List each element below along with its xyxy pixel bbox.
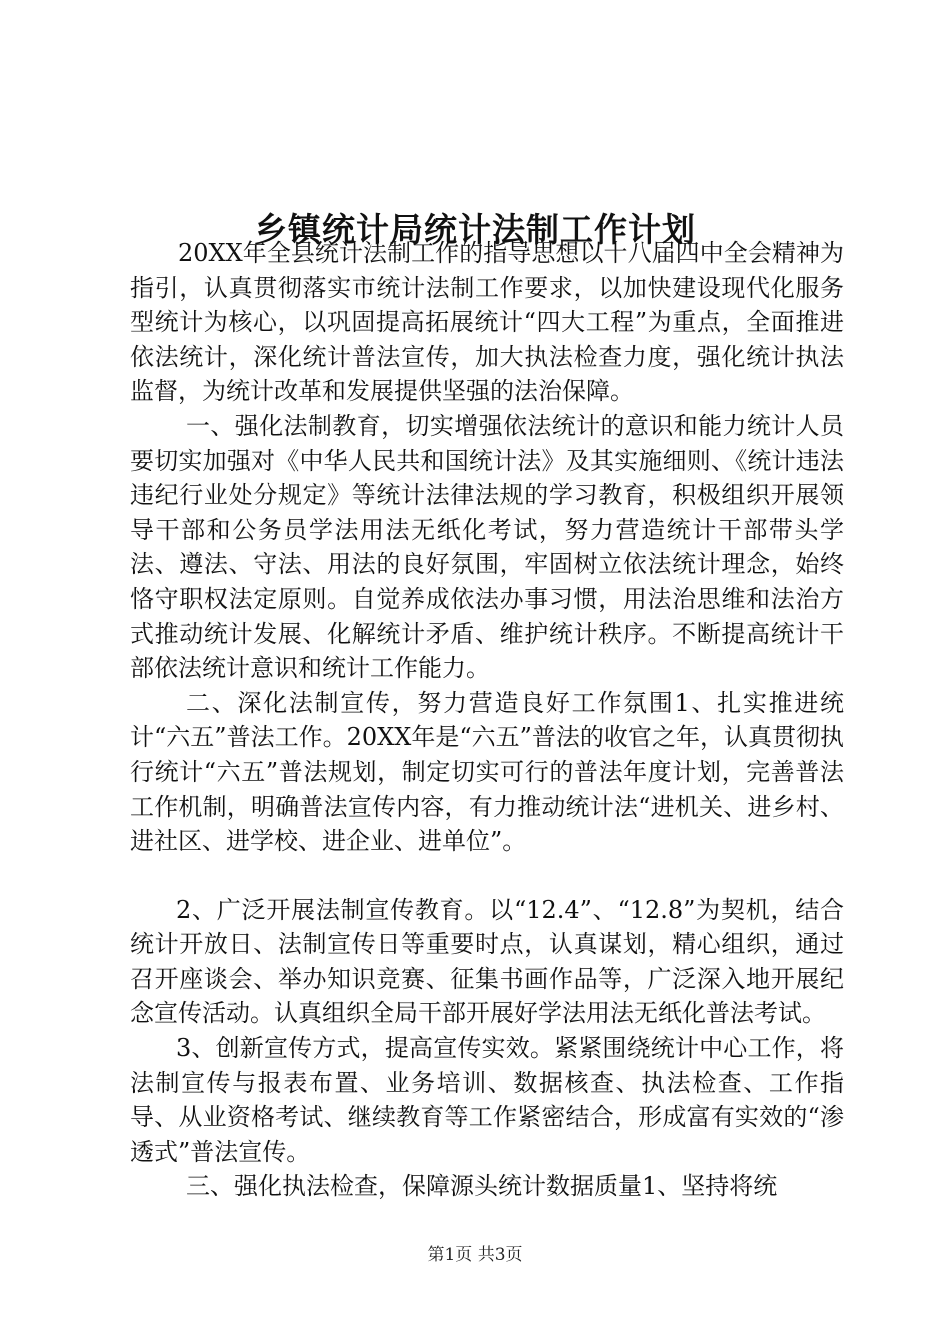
paragraph-item-two: 2、广泛开展法制宣传教育。以“12.4”、“12.8”为契机，结合统计开放日、法制宣传日等重要时点，认真谋划，精心组织，通过召开座谈会、举办知识竞赛、征集书画作品等，广泛深入地开展纪念宣传活动。认真组织全局干部开展好学法用法无纸化普法考试。: [130, 895, 844, 1028]
paragraph-item-three: 3、创新宣传方式，提高宣传实效。紧紧围绕统计中心工作，将法制宣传与报表布置、业务培训、数据核查、执法检查、工作指导、从业资格考试、继续教育等工作紧密结合，形成富有实效的“渗透式”普法宣传。: [130, 1034, 844, 1166]
paragraph-section-one: 一、强化法制教育，切实增强依法统计的意识和能力统计人员要切实加强对《中华人民共和国统计法》及其实施细则、《统计违法违纪行业处分规定》等统计法律法规的学习教育，积极组织开展领导干部和公务员学法用法无纸化考试，努力营造统计干部带头学法、遵法、守法、用法的良好氛围，牢固树立依法统计理念，始终恪守职权法定原则。自觉养成依法办事习惯，用法治思维和法治方式推动统计发展、化解统计矛盾、维护统计秩序。不断提高统计干部依法统计意识和统计工作能力。: [130, 411, 844, 683]
paragraph-section-two: 二、深化法制宣传，努力营造良好工作氛围1、扎实推进统计“六五”普法工作。20XX年是“六五”普法的收官之年，认真贯彻执行统计“六五”普法规划，制定切实可行的普法年度计划，完善普法工作机制，明确普法宣传内容，有力推动统计法“进机关、进乡村、进社区、进学校、进企业、进单位”。: [130, 688, 844, 856]
blank-line: [130, 859, 844, 893]
document-body: [130, 236, 844, 1204]
paragraph-guiding-principle: 20XX年全县统计法制工作的指导思想以十八届四中全会精神为指引，认真贯彻落实市统计法制工作要求，以加快建设现代化服务型统计为核心，以巩固提高拓展统计“四大工程”为重点，全面推进依法统计，深化统计普法宣传，加大执法检查力度，强化统计执法监督，为统计改革和发展提供坚强的法治保障。: [130, 239, 844, 406]
document-title: 乡镇统计局统计法制工作计划: [254, 210, 696, 250]
page-number-footer: 第1页 共3页: [427, 1245, 523, 1265]
paragraph-section-three: 三、强化执法检查，保障源头统计数据质量1、坚持将统: [186, 1172, 778, 1201]
